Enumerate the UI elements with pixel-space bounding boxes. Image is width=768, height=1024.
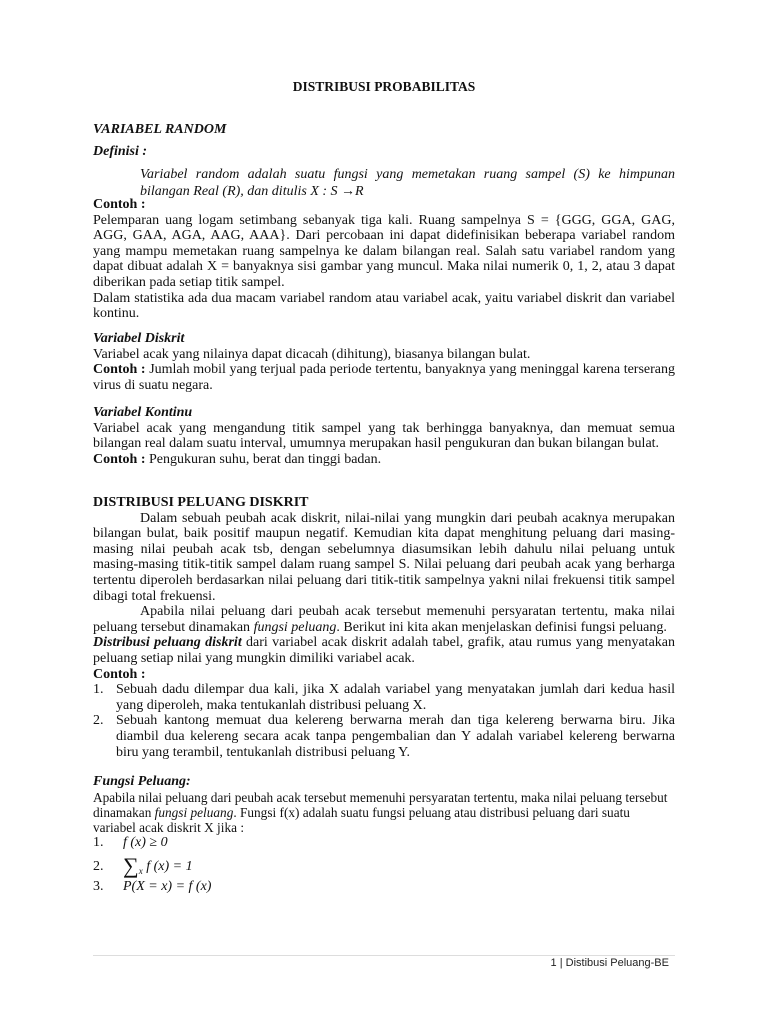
page-number: 1 <box>550 957 557 969</box>
example-list <box>93 682 675 760</box>
formula-expression: f (x) = 1 <box>146 859 193 874</box>
formula-expression: P(X = x) = f (x) <box>123 879 212 894</box>
section-heading-variabel-random: VARIABEL RANDOM <box>93 122 227 137</box>
page-footer <box>551 957 669 969</box>
variabel-kontinu-contoh <box>93 452 675 468</box>
subheading-fungsi-peluang: Fungsi Peluang: <box>93 774 191 789</box>
formula-expression: f (x) ≥ 0 <box>123 835 168 850</box>
formula-number: 3. <box>93 879 104 894</box>
contoh-label: Contoh : <box>93 362 146 378</box>
section-distribusi-peluang-diskrit <box>93 495 675 760</box>
distribusi-definition <box>93 635 675 666</box>
list-number: 2. <box>93 713 104 729</box>
section-heading-distribusi-diskrit: DISTRIBUSI PELUANG DISKRIT <box>93 495 309 510</box>
definisi-text: Variabel random adalah suatu fungsi yang memetakan ruang sampel (S) ke himpunan bilangan Real (R), dan ditulis X : S →R <box>140 167 675 199</box>
distribusi-paragraph-1: Dalam sebuah peubah acak diskrit, nilai-nilai yang mungkin dari peubah acaknya merupakan bilangan bulat, baik positif maupun negatif. Kemudian kita dapat menghitung peluang dari masing-masing nilai peubah acak tsb, dengan sebelumnya diasumsikan lebih dahulu nilai peluang untuk masing-masing titik-titik sampel dalam ruang sampel S. Nilai peluang dari peubah acak yang berharga tertentu diperoleh berdasarkan nilai peluang dari titik-titik sampelnya yakni nilai frekuensi titik sampel dibagi total frekuensi. <box>93 510 675 604</box>
summation-symbol: ∑ <box>123 853 139 878</box>
formula-1 <box>93 835 168 851</box>
variabel-diskrit-text: Variabel acak yang nilainya dapat dicacah (dihitung), biasanya bilangan bulat. <box>93 346 531 362</box>
section-fungsi-peluang <box>93 774 675 835</box>
contoh-label: Contoh : <box>93 197 146 212</box>
list-number: 1. <box>93 682 104 698</box>
distribusi-paragraph-2 <box>93 604 675 635</box>
summation-subscript: x <box>138 865 143 876</box>
definisi-label: Definisi : <box>93 144 148 159</box>
formula-number: 1. <box>93 835 104 850</box>
contoh-variabel-random <box>93 197 675 322</box>
para-text: . Berikut ini kita akan menjelaskan definisi fungsi peluang. <box>336 619 667 635</box>
formula-2 <box>93 853 193 879</box>
section-variabel-diskrit <box>93 331 675 393</box>
para-italic-term: fungsi peluang <box>253 619 337 635</box>
list-item-text: Sebuah dadu dilempar dua kali, jika X adalah variabel yang menyatakan jumlah dari kedua hasil yang diperoleh, maka tentukanlah distribusi peluang X. <box>116 682 675 713</box>
subheading-variabel-diskrit: Variabel Diskrit <box>93 331 185 346</box>
contoh-label: Contoh : <box>93 666 146 682</box>
subheading-variabel-kontinu: Variabel Kontinu <box>93 405 193 420</box>
definition-text: dari variabel acak diskrit adalah tabel, grafik, atau rumus yang menyatakan peluang setiap nilai yang mungkin dimiliki variabel acak. <box>93 635 675 666</box>
para-text: Apabila nilai peluang dari peubah acak tersebut memenuhi persyaratan tertentu, maka nilai peluang tersebut dinamakan <box>93 789 668 820</box>
list-item <box>93 682 675 713</box>
para-text: Apabila nilai peluang dari peubah acak tersebut memenuhi persyaratan tertentu, maka nilai peluang tersebut dinamakan <box>93 604 675 635</box>
contoh-text: Jumlah mobil yang terjual pada periode tertentu, banyaknya yang meninggal karena terserang virus di suatu negara. <box>93 362 675 393</box>
document-title: DISTRIBUSI PROBABILITAS <box>292 79 476 94</box>
fungsi-peluang-text <box>93 790 675 835</box>
list-item-text: Sebuah kantong memuat dua kelereng berwarna merah dan tiga kelereng berwarna biru. Jika diambil dua kelereng secara acak tanpa pengembalian dan Y adalah variabel kelereng berwarna biru yang terambil, tentukanlah distribusi peluang Y. <box>116 713 675 760</box>
variabel-kontinu-text: Variabel acak yang mengandung titik sampel yang tak berhingga banyaknya, dan memuat semua bilangan real dalam suatu interval, umumnya merupakan hasil pengukuran dan bukan bilangan bulat. <box>93 420 675 452</box>
footer-divider <box>93 955 675 956</box>
definition-term: Distribusi peluang diskrit <box>93 635 242 651</box>
formula-number: 2. <box>93 859 104 874</box>
para-italic-term: fungsi peluang <box>154 804 234 820</box>
section-variabel-kontinu <box>93 405 675 467</box>
closing-paragraph: Dalam statistika ada dua macam variabel random atau variabel acak, yaitu variabel diskrit dan variabel kontinu. <box>93 290 675 322</box>
contoh-text: Pelemparan uang logam setimbang sebanyak tiga kali. Ruang sampelnya S = {GGG, GGA, GAG, AGG, GAA, AGA, AAG, AAA}. Dari percobaan ini dapat didefinisikan beberapa variabel random yang mampu memetakan ruang sampelnya ke dalam bilangan real. Salah satu variabel random yang dapat dibuat adalah X = banyaknya sisi gambar yang muncul. Maka nilai numerik 0, 1, 2, atau 3 dapat diberikan pada setiap titik sampel. <box>93 212 675 290</box>
contoh-text: Pengukuran suhu, berat dan tinggi badan. <box>145 451 382 467</box>
list-item <box>93 713 675 760</box>
footer-separator: | <box>559 957 563 969</box>
variabel-diskrit-contoh <box>93 362 675 393</box>
formula-3 <box>93 879 211 895</box>
para-text: . Fungsi f(x) adalah suatu fungsi peluang atau distribusi peluang dari suatu variabel acak diskrit X jika : <box>93 804 630 835</box>
footer-label: Distibusi Peluang-BE <box>565 957 669 969</box>
contoh-label: Contoh : <box>93 451 146 467</box>
